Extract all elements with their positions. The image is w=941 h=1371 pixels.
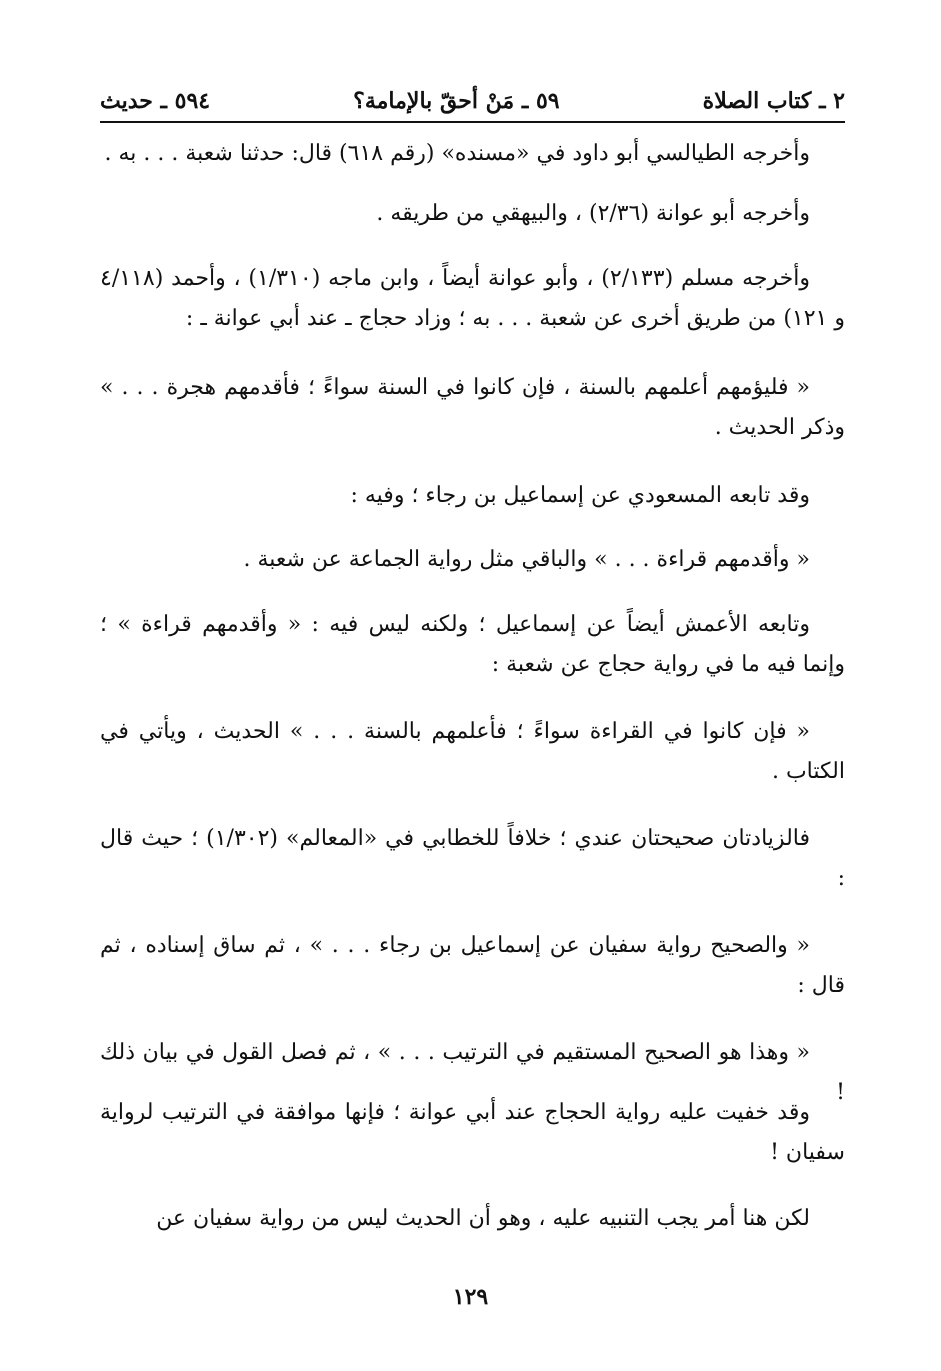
paragraph-8: « فإن كانوا في القراءة سواءً ؛ فأعلمهم بالسنة . . . » الحديث ، ويأتي في الكتاب .	[100, 719, 845, 784]
paragraph-11: « وهذا هو الصحيح المستقيم في الترتيب . . . » ، ثم فصل القول في بيان ذلك !	[100, 1040, 845, 1105]
paragraph-2: وأخرجه أبو عوانة (٢/٣٦) ، والبيهقي من طريقه .	[376, 201, 810, 226]
paragraph-1: وأخرجه الطيالسي أبو داود في «مسنده» (رقم ٦١٨) قال: حدثنا شعبة . . . به .	[104, 141, 810, 166]
header-hadith-number: ٥٩٤ ـ حديث	[100, 88, 211, 115]
paragraph-3: وأخرجه مسلم (٢/١٣٣) ، وأبو عوانة أيضاً ، وابن ماجه (١/٣١٠) ، وأحمد (٤/١١٨ و ١٢١) من طريق أخرى عن شعبة . . . به ؛ وزاد حجاج ـ عند أبي عوانة ـ :	[100, 266, 845, 331]
running-header	[100, 76, 845, 116]
page-number: ١٢٩	[452, 1284, 489, 1310]
paragraph-12: وقد خفيت عليه رواية الحجاج عند أبي عوانة ؛ فإنها موافقة في الترتيب لرواية سفيان !	[100, 1100, 845, 1165]
header-divider	[100, 121, 845, 123]
paragraph-5: وقد تابعه المسعودي عن إسماعيل بن رجاء ؛ وفيه :	[350, 483, 810, 508]
paragraph-10: « والصحيح رواية سفيان عن إسماعيل بن رجاء . . . » ، ثم ساق إسناده ، ثم قال :	[100, 933, 845, 998]
paragraph-9: فالزيادتان صحيحتان عندي ؛ خلافاً للخطابي في «المعالم» (١/٣٠٢) ؛ حيث قال :	[100, 826, 845, 891]
paragraph-4: « فليؤمهم أعلمهم بالسنة ، فإن كانوا في السنة سواءً ؛ فأقدمهم هجرة . . . » وذكر الحديث .	[100, 375, 845, 440]
header-chapter: ٢ ـ كتاب الصلاة	[702, 88, 845, 115]
paragraph-13: لكن هنا أمر يجب التنبيه عليه ، وهو أن الحديث ليس من رواية سفيان عن	[156, 1206, 810, 1231]
paragraph-6: « وأقدمهم قراءة . . . » والباقي مثل رواية الجماعة عن شعبة .	[243, 547, 810, 572]
header-section: ٥٩ ـ مَنْ أحقّ بالإمامة؟	[353, 88, 560, 115]
paragraph-7: وتابعه الأعمش أيضاً عن إسماعيل ؛ ولكنه ليس فيه : « وأقدمهم قراءة » ؛ وإنما فيه ما في رواية حجاج عن شعبة :	[100, 612, 845, 677]
